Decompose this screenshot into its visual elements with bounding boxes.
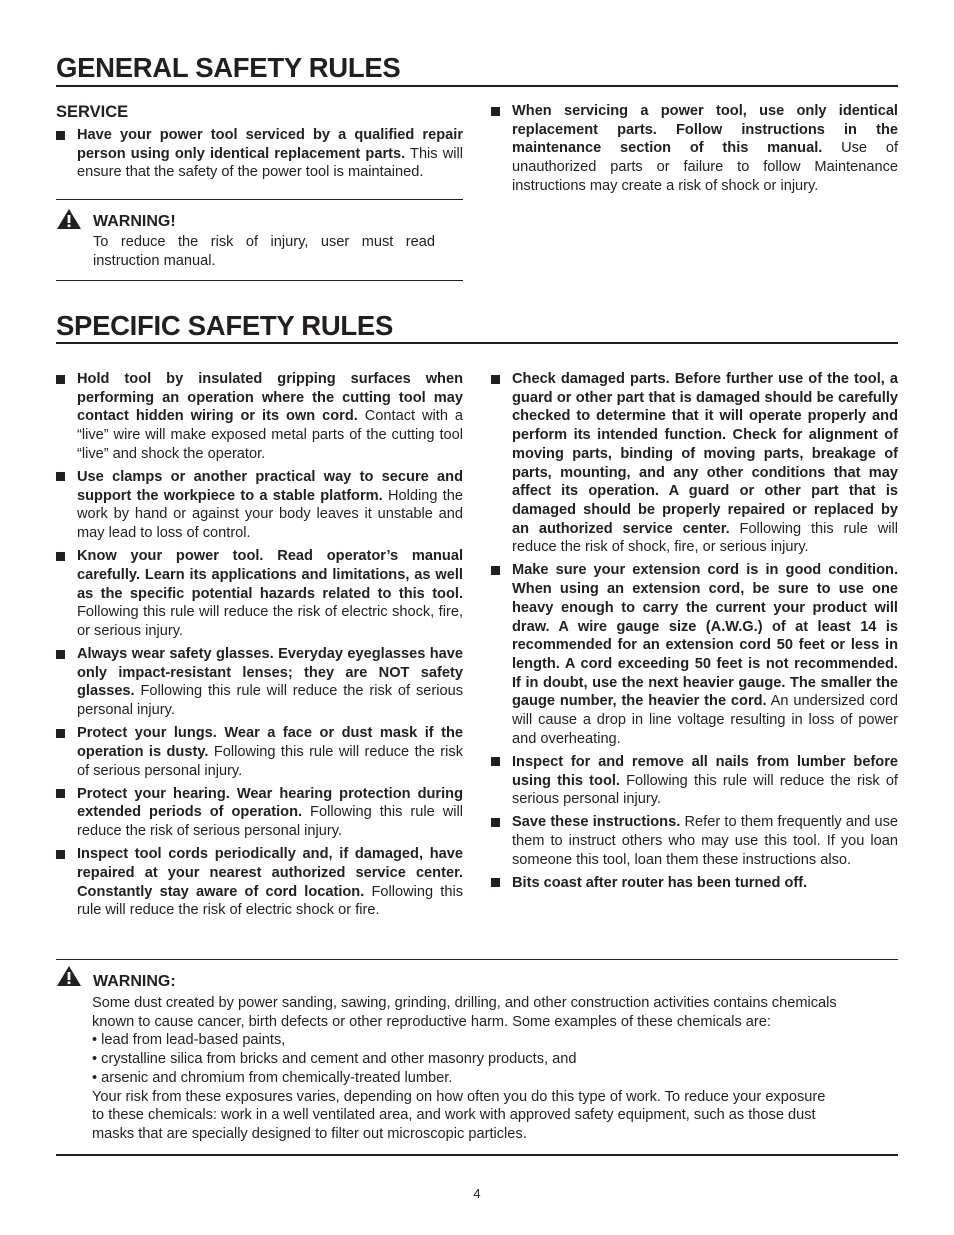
item-text: Holding the work by hand or against your body leaves it unstable and may lead to loss of control. xyxy=(77,487,463,542)
item-bold-text: Have your power tool serviced by a qualified repair person using only identical replacement parts. xyxy=(77,127,463,162)
warning-line: • lead from lead-based paints, xyxy=(92,1032,286,1049)
warning-line: Your risk from these exposures varies, depending on how often you do this type of work. To reduce your exposure xyxy=(92,1088,826,1105)
item-text: Contact with a “live” wire will make exposed metal parts of the cutting tool “live” and shock the operator. xyxy=(77,408,463,462)
item-text: Following this rule will reduce the risk of serious personal injury. xyxy=(77,683,463,719)
service-item xyxy=(491,102,898,196)
square-bullet-icon xyxy=(56,375,65,384)
square-bullet-icon xyxy=(491,757,500,766)
title-rule xyxy=(56,342,898,344)
warning-line: known to cause cancer, birth defects or other reproductive harm. Some examples of these chemicals are: xyxy=(92,1013,771,1030)
bottom-warning-top-rule xyxy=(56,959,898,960)
bottom-rule xyxy=(56,1154,898,1156)
item-bold-text: Protect your hearing. Wear hearing protection during extended periods of operation. xyxy=(77,785,463,821)
rule-item xyxy=(56,468,463,543)
item-text: Use of unauthorized parts or failure to follow Maintenance instructions may create a risk of shock or injury. xyxy=(512,140,898,194)
rule-item xyxy=(56,785,463,841)
item-text: Following this rule will reduce the risk of electric shock or fire. xyxy=(77,883,463,919)
item-text: Following this rule will reduce the risk of serious personal injury. xyxy=(512,772,898,808)
item-bold-text: Protect your lungs. Wear a face or dust mask if the operation is dusty. xyxy=(77,725,463,760)
rule-item xyxy=(56,845,463,920)
item-text: Following this rule will reduce the risk of electric shock, fire, or serious injury. xyxy=(77,604,463,639)
rule-item xyxy=(491,561,898,748)
service-item xyxy=(56,126,463,182)
item-text: Following this rule will reduce the risk of serious personal injury. xyxy=(77,804,463,840)
square-bullet-icon xyxy=(56,850,65,859)
item-text: Following this rule will reduce the risk of shock, fire, or serious injury. xyxy=(512,520,898,556)
item-bold-text: Know your power tool. Read operator’s manual carefully. Learn its applications and limitations, as well as the specific potential hazards related to this tool. xyxy=(77,548,463,602)
service-right-column xyxy=(491,102,898,200)
square-bullet-icon xyxy=(56,552,65,561)
item-bold-text: Check damaged parts. Before further use of the tool, a guard or other part that is damaged should be carefully checked to determine that it will operate properly and perform its intended function. Check for alignment of moving parts, binding of moving parts, breakage of parts, mounting, and any other conditions that may affect its operation. A guard or other part that is damaged should be properly repaired or replaced by an authorized service center. xyxy=(512,371,898,537)
square-bullet-icon xyxy=(56,729,65,738)
square-bullet-icon xyxy=(56,131,65,140)
square-bullet-icon xyxy=(491,878,500,887)
warning-top-rule xyxy=(56,199,463,200)
warning-line: Some dust created by power sanding, sawing, grinding, drilling, and other construction activities contains chemicals xyxy=(92,995,837,1011)
service-column xyxy=(56,102,463,187)
general-safety-title: GENERAL SAFETY RULES xyxy=(56,52,401,83)
square-bullet-icon xyxy=(56,472,65,481)
warning-text: To reduce the risk of injury, user must read instruction manual. xyxy=(93,234,435,269)
square-bullet-icon xyxy=(56,650,65,659)
specific-left-column xyxy=(56,370,463,924)
bottom-warning-heading: WARNING: xyxy=(93,973,176,990)
warning-heading: WARNING! xyxy=(93,213,176,230)
item-bold-text: Always wear safety glasses. Everyday eyeglasses have only impact-resistant lenses; they are NOT safety glasses. xyxy=(77,646,463,700)
item-text: An undersized cord will cause a drop in line voltage resulting in loss of power and overheating. xyxy=(512,693,898,747)
square-bullet-icon xyxy=(491,818,500,827)
warning-triangle-icon xyxy=(56,965,82,987)
rule-item xyxy=(56,724,463,780)
rule-item xyxy=(491,874,898,893)
rule-item xyxy=(491,370,898,557)
warning-line: to these chemicals: work in a well ventilated area, and work with approved safety equipment, such as those dust xyxy=(92,1107,816,1124)
rule-item xyxy=(56,370,463,464)
warning-triangle-icon xyxy=(56,208,82,230)
title-rule xyxy=(56,85,898,87)
square-bullet-icon xyxy=(491,566,500,575)
page-number: 4 xyxy=(473,1186,481,1201)
square-bullet-icon xyxy=(491,375,500,384)
bottom-warning-body xyxy=(92,994,898,1144)
item-bold-text: Save these instructions. xyxy=(512,814,681,831)
item-bold-text: Make sure your extension cord is in good condition. When using an extension cord, be sure to use one heavy enough to carry the current your product will draw. A wire gauge size (A.W.G.) of at least 14 is recommended for an extension cord 50 feet or less in length. A cord exceeding 50 feet is not recommended. If in doubt, use the next heavier gauge. The smaller the gauge number, the heavier the cord. xyxy=(512,562,898,710)
item-text: Refer to them frequently and use them to instruct others who may use this tool. If you loan someone this tool, loan them these instructions also. xyxy=(512,814,898,868)
square-bullet-icon xyxy=(491,107,500,116)
item-text: Following this rule will reduce the risk of serious personal injury. xyxy=(77,743,463,779)
specific-right-column xyxy=(491,370,898,897)
rule-item xyxy=(491,813,898,869)
item-bold-text: Bits coast after router has been turned off. xyxy=(512,874,808,891)
item-bold-text: Inspect tool cords periodically and, if damaged, have repaired at your nearest authorized service center. Constantly stay aware of cord location. xyxy=(77,846,463,900)
item-bold-text: When servicing a power tool, use only identical replacement parts. Follow instructions in the maintenance section of this manual. xyxy=(512,103,898,157)
warning-line: masks that are specially designed to filter out microscopic particles. xyxy=(92,1125,527,1142)
rule-item xyxy=(56,645,463,720)
rule-item xyxy=(491,753,898,809)
item-bold-text: Inspect for and remove all nails from lumber before using this tool. xyxy=(512,753,898,789)
warning-line: • arsenic and chromium from chemically-treated lumber. xyxy=(92,1069,453,1086)
specific-safety-title: SPECIFIC SAFETY RULES xyxy=(56,310,393,341)
item-text: This will ensure that the safety of the power tool is maintained. xyxy=(77,145,463,181)
item-bold-text: Use clamps or another practical way to secure and support the workpiece to a stable platform. xyxy=(77,468,463,504)
service-heading: SERVICE xyxy=(56,103,129,121)
square-bullet-icon xyxy=(56,789,65,798)
rule-item xyxy=(56,547,463,641)
warning-bottom-rule xyxy=(56,280,463,281)
warning-line: • crystalline silica from bricks and cement and other masonry products, and xyxy=(92,1051,577,1068)
item-bold-text: Hold tool by insulated gripping surfaces when performing an operation where the cutting tool may contact hidden wiring or its own cord. xyxy=(77,371,463,425)
